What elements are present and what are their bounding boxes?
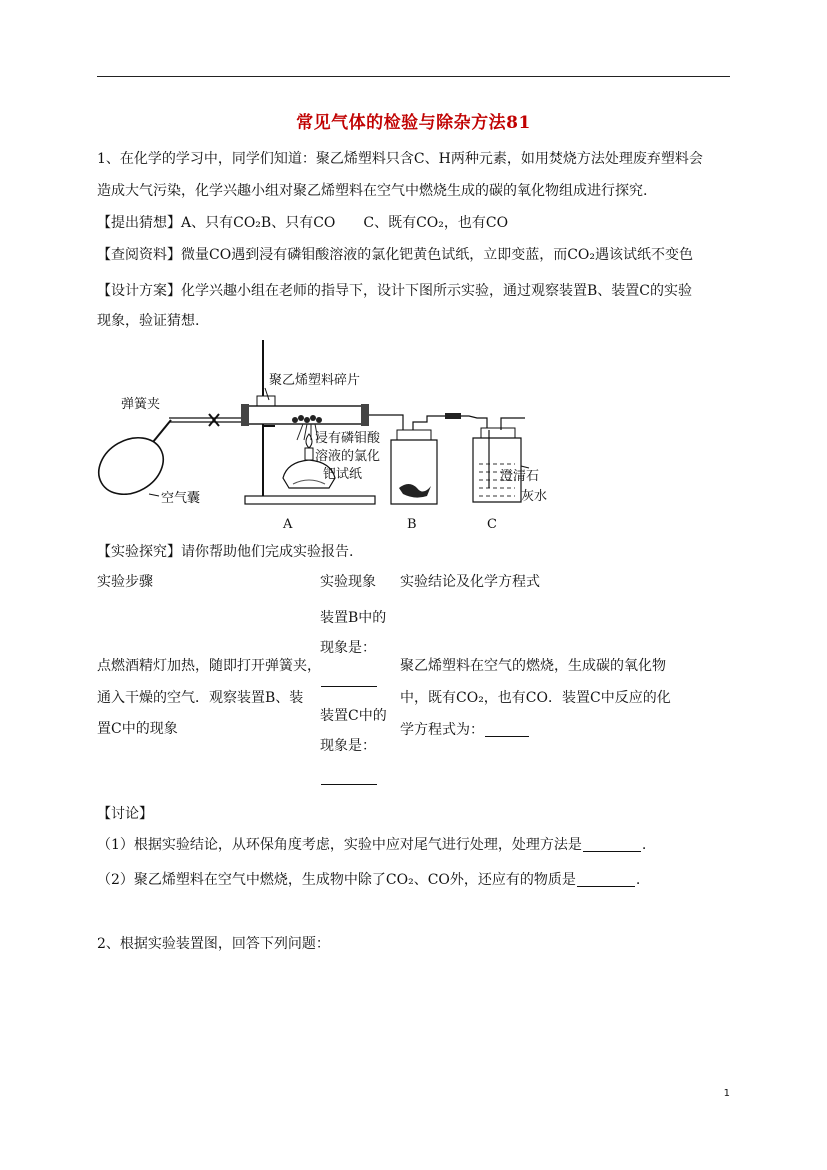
label-b: B: [407, 517, 417, 532]
phen-b-line1: 装置B中的: [320, 610, 387, 626]
label-a: A: [283, 517, 293, 532]
q1-design-line1: 【设计方案】化学兴趣小组在老师的指导下，设计下图所示实验，通过观察装置B、装置C的实验: [97, 283, 692, 299]
spring-clamp-icon: [209, 414, 219, 426]
stand-base: [245, 496, 375, 504]
col-step: 实验步骤: [97, 574, 153, 590]
discuss-item1-end: .: [641, 837, 647, 853]
discuss-item2-blank[interactable]: [577, 872, 635, 887]
phen-c-line2: 现象是：: [320, 738, 376, 754]
label-sample: 聚乙烯塑料碎片: [269, 373, 361, 388]
step-line3: 置C中的现象: [97, 721, 178, 737]
tube-stopper-left: [241, 404, 249, 426]
equation-blank[interactable]: [485, 722, 529, 737]
bottle-b: [391, 430, 437, 504]
q1-guess: 【提出猜想】A、只有CO₂B、只有CO C、既有CO₂，也有CO: [97, 215, 509, 231]
phen-b-blank[interactable]: [320, 670, 378, 690]
q1-info: 【查阅资料】微量CO遇到浸有磷钼酸溶液的氯化钯黄色试纸，立即变蓝，而CO₂遇该试纸不变色: [97, 247, 693, 263]
label-bag: 空气囊: [161, 491, 201, 506]
discuss-item1-blank[interactable]: [583, 837, 641, 852]
discuss-heading: 【讨论】: [97, 806, 153, 822]
col-phenomenon: 实验现象: [320, 574, 376, 590]
label-lime-1: 澄清石: [499, 469, 539, 484]
q1-design-line2: 现象，验证猜想.: [97, 313, 200, 329]
q2-line: 2、根据实验装置图，回答下列问题：: [97, 936, 330, 952]
label-lime-2: 灰水: [521, 489, 548, 504]
conc-line2: 中，既有CO₂，也有CO．装置C中反应的化: [400, 690, 671, 706]
page-number: 1: [723, 1088, 730, 1099]
conc-line3-text: 学方程式为：: [400, 722, 484, 738]
page-title: 常见气体的检验与除杂方法81: [296, 113, 531, 133]
explore-heading: 【实验探究】请你帮助他们完成实验报告.: [97, 544, 354, 560]
discuss-item2-end: .: [635, 872, 641, 888]
apparatus-diagram: [97, 338, 548, 534]
col-conclusion: 实验结论及化学方程式: [400, 574, 540, 590]
q1-line1: 1、在化学的学习中，同学们知道：聚乙烯塑料只含C、H两种元素，如用焚烧方法处理废弃塑料会: [97, 151, 703, 167]
discuss-item2-text: （2）聚乙烯塑料在空气中燃烧，生成物中除了CO₂、CO外，还应有的物质是: [97, 872, 576, 888]
phen-c-line1: 装置C中的: [320, 708, 387, 724]
discuss-item1-text: （1）根据实验结论，从环保角度考虑，实验中应对尾气进行处理，处理方法是: [97, 837, 582, 853]
discuss-item1: [97, 835, 646, 855]
conc-line1: 聚乙烯塑料在空气的燃烧，生成碳的氧化物: [400, 658, 666, 674]
q1-line2: 造成大气污染，化学兴趣小组对聚乙烯塑料在空气中燃烧生成的碳的氧化物组成进行探究.: [97, 183, 648, 199]
label-paper-3: 钯试纸: [323, 467, 363, 482]
label-paper-1: 浸有磷钼酸: [315, 431, 381, 446]
label-clamp: 弹簧夹: [121, 397, 161, 412]
phen-b-line2: 现象是：: [320, 640, 376, 656]
phen-c-blank[interactable]: [320, 768, 378, 788]
tube-stopper-right: [361, 404, 369, 426]
label-paper-2: 溶液的氯化: [315, 449, 381, 464]
step-line1: 点燃酒精灯加热，随即打开弹簧夹，: [97, 658, 321, 674]
discuss-item2: [97, 870, 640, 890]
label-c: C: [487, 517, 497, 532]
conc-line3: [400, 720, 530, 740]
header-rule: [97, 76, 730, 77]
step-line2: 通入干燥的空气．观察装置B、装: [97, 690, 304, 706]
